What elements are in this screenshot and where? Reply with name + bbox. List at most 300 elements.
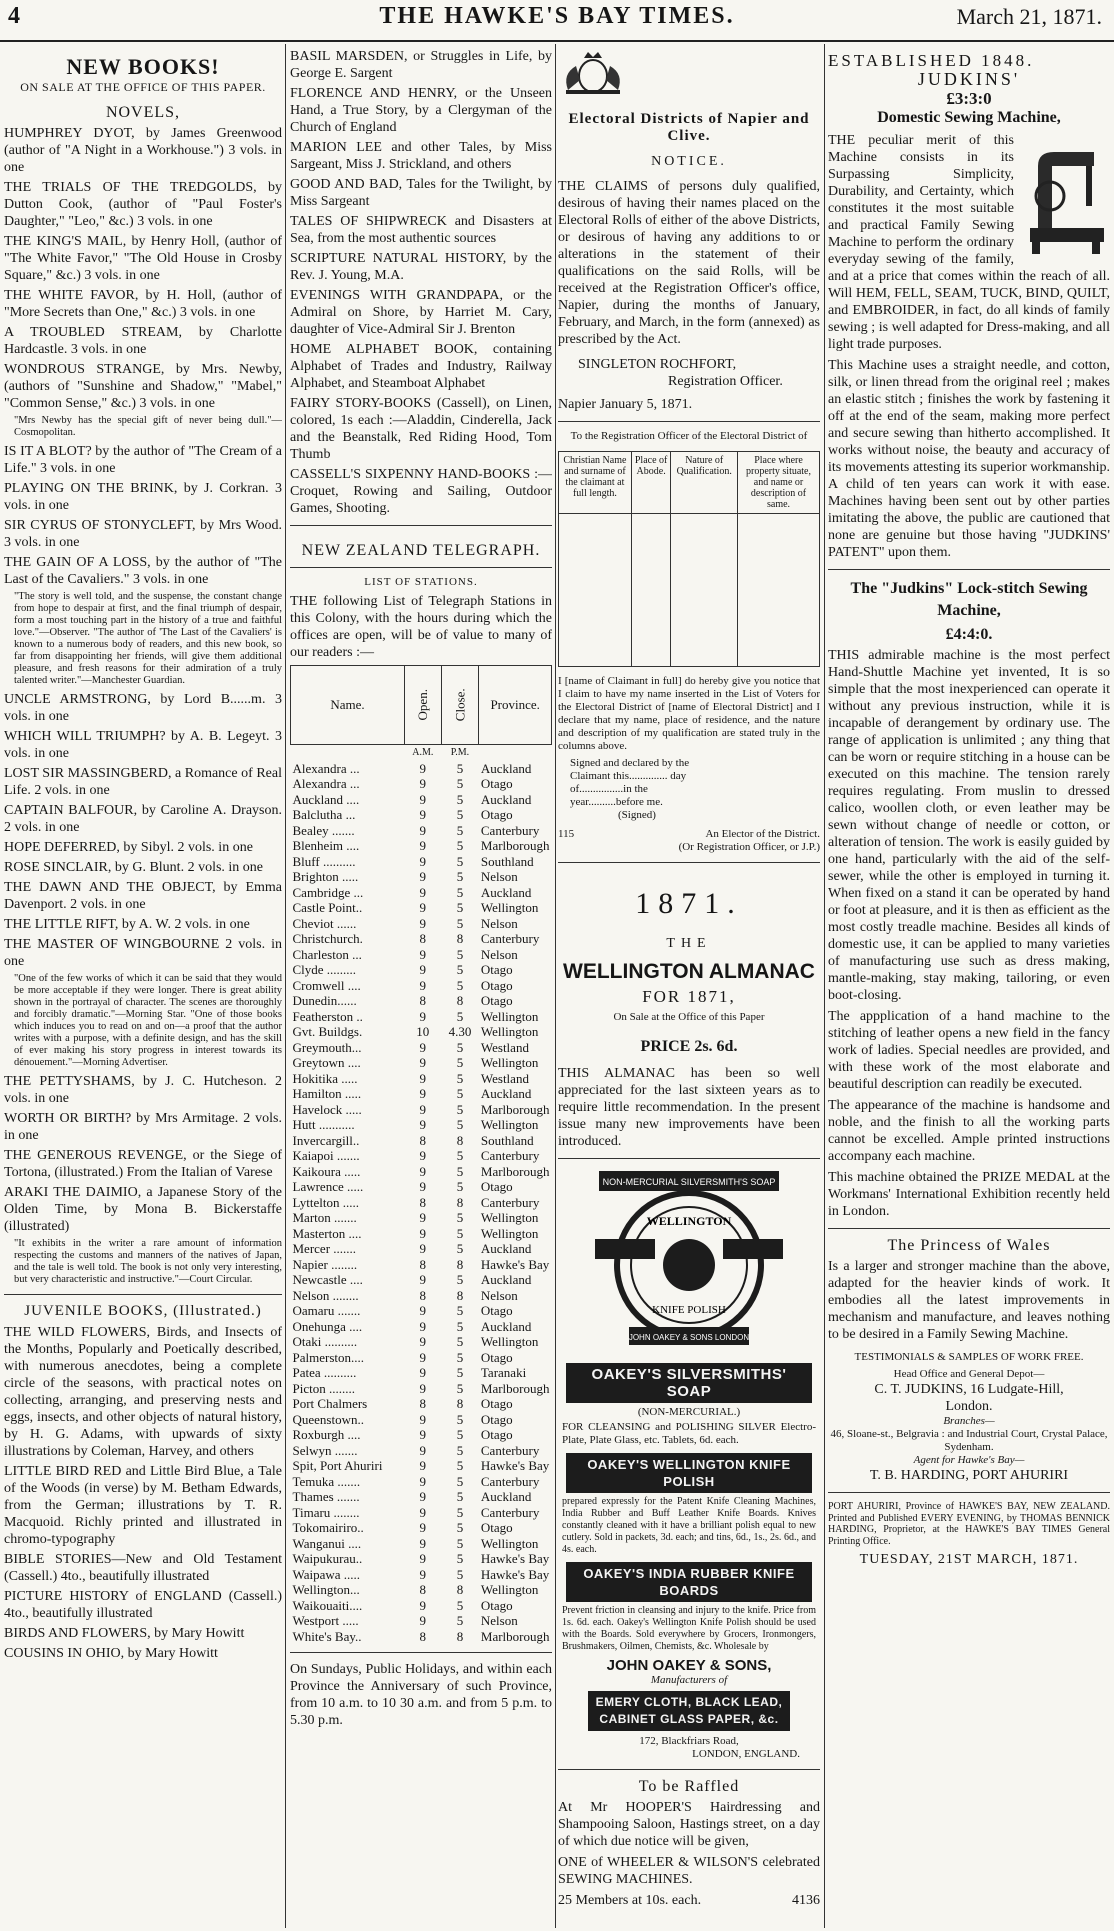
station-province: Otago: [480, 1396, 513, 1411]
station-open: 9: [419, 1365, 427, 1380]
station-row: [291, 1272, 552, 1288]
station-row: [291, 1350, 552, 1366]
divider: [558, 1769, 820, 1770]
raffle-item: ONE of WHEELER & WILSON'S celebrated SEWING MACHINES.: [558, 1855, 820, 1887]
station-row: [291, 1536, 552, 1552]
station-name: Greytown ....: [292, 1055, 361, 1070]
station-province: Auckland: [480, 884, 532, 900]
station-name: Onehunga ....: [292, 1318, 363, 1334]
units-row: [291, 745, 552, 761]
station-open: 9: [419, 1613, 427, 1628]
judkins-text: THE peculiar merit of this Machine consists in its Surpassing Simplicity, Durability, and Certainty, which constitutes it the most suitable and practical Family Sewing Machine to perform the ordinary everyday sewing of the family, and at a price that comes within the reach of all. Will HEM, FELL, SEAM, TUCK, BIND, QUILT, and EMBROIDER, in fact, do all kinds of family sewing ; is well adapted for Dress-making, and all light trade purposes.: [828, 133, 1110, 352]
station-province: Wellington: [480, 1225, 539, 1241]
divider: [290, 1652, 552, 1653]
oakey-knife-banner: OAKEY'S WELLINGTON KNIFE POLISH: [566, 1453, 812, 1493]
station-province: Hawke's Bay: [480, 1551, 550, 1566]
station-name: Alexandra ...: [292, 776, 360, 791]
station-open: 9: [419, 822, 427, 838]
lock-stitch-text-3: The appearance of the machine is handsome and noble, and the finish to all the working parts cannot be excelled. Ample printed instructions accompany each machine.: [828, 1098, 1110, 1164]
station-close: 5: [456, 1535, 464, 1551]
novels-heading: NOVELS,: [105, 104, 181, 121]
station-row: [291, 1195, 552, 1211]
station-open: 9: [419, 977, 427, 993]
lock-stitch-price: £4:4:0.: [945, 626, 993, 643]
station-row: [291, 1179, 552, 1195]
station-province: Auckland: [480, 1241, 532, 1256]
juvenile-entry: BIBLE STORIES—New and Old Testament (Cassell.) 4to., beautifully illustrated: [4, 1552, 282, 1584]
station-province: Wellington: [480, 1008, 539, 1024]
station-province: Wellington: [480, 1582, 539, 1597]
station-close: 5: [456, 838, 464, 853]
station-name: Napier ........: [292, 1256, 358, 1272]
novel-entry: THE GAIN OF A LOSS, by the author of "The Last of the Cavaliers." 3 vols. in one: [4, 555, 282, 587]
station-name: Waipawa .....: [292, 1566, 361, 1582]
book-entry: FLORENCE AND HENRY, or the Unseen Hand, a True Story, by a Clergyman of the Church of England: [290, 86, 552, 135]
form-col-qualification: Nature of Qualification.: [671, 452, 738, 514]
station-name: Lawrence .....: [292, 1179, 364, 1194]
juvenile-entry: THE WILD FLOWERS, Birds, and Insects of the Months, Popularly and Poetically described, with numerous anecdotes, being a complete circle of the seasons, with practical notes on collecting, arranging, and preserving nests and eggs, insects, and other objects of natural history, by H. G. Adams, with upwards of sixty illustrations by Coleman, Harvey, and others: [4, 1325, 282, 1459]
station-province: Canterbury: [480, 1148, 540, 1163]
station-row: [291, 1288, 552, 1304]
station-row: [291, 1567, 552, 1583]
station-row: [291, 1102, 552, 1118]
station-province: Wellington: [480, 1334, 539, 1349]
sewing-machine-icon: [1020, 136, 1110, 256]
station-name: Hutt ...........: [292, 1117, 355, 1132]
judkins-title: JUDKINS': [917, 69, 1021, 89]
station-name: Wellington...: [292, 1582, 360, 1597]
station-open: 9: [419, 884, 427, 900]
agent: T. B. HARDING, PORT AHURIRI: [869, 1468, 1069, 1483]
station-province: Wellington: [480, 1055, 539, 1070]
notice-text: THE CLAIMS of persons duly qualified, desirous of having their names placed on the Electoral Rolls of either of the above Districts, or desirous of having any additions to or alterations in the statement of their qualifications on the said Rolls, will be received at the Registration Officer's office, Napier, during the months of January, February, and March, in the form (annexed) as prescribed by the Act.: [558, 179, 820, 347]
station-province: Hawke's Bay: [480, 1256, 550, 1272]
svg-text:KNIFE POLISH: KNIFE POLISH: [652, 1304, 726, 1316]
station-open: 9: [419, 1055, 427, 1070]
oakey-boards-banner: OAKEY'S INDIA RUBBER KNIFE BOARDS: [566, 1562, 812, 1602]
head-office-label: Head Office and General Depot—: [893, 1368, 1045, 1380]
oakey-boards-text: Prevent friction in cleansing and injury to the knife. Price from 1s. 6d. each. Oakey's Wellington Knife Polish should be used with the Boards. Sold everywhere by Grocers, Ironmongers, Brushmakers, Oilmen, Chemists, &c. Wholesale by: [562, 1605, 816, 1652]
station-open: 9: [419, 962, 427, 977]
station-province: Otago: [480, 1597, 513, 1613]
oakey-soap-banner: OAKEY'S SILVERSMITHS' SOAP: [566, 1363, 812, 1403]
station-province: Canterbury: [480, 1473, 540, 1489]
station-province: Westland: [480, 1039, 529, 1055]
book-entry: TALES OF SHIPWRECK and Disasters at Sea, from the most authentic sources: [290, 214, 552, 246]
station-province: Auckland: [480, 760, 532, 776]
divider: [558, 666, 820, 667]
station-name: Gvt. Buildgs.: [292, 1024, 363, 1039]
station-close: 5: [456, 1055, 464, 1070]
imprint-date: TUESDAY, 21ST MARCH, 1871.: [859, 1552, 1079, 1567]
station-row: [291, 1133, 552, 1149]
column-rule: [285, 44, 286, 1928]
station-close: 5: [456, 1101, 464, 1117]
established-line: ESTABLISHED 1848.: [828, 51, 1035, 70]
station-name: Invercargill..: [292, 1132, 360, 1148]
page-number: 4: [8, 3, 20, 29]
almanac-price: PRICE 2s. 6d.: [640, 1038, 738, 1055]
station-row: [291, 1613, 552, 1629]
station-close: 5: [456, 1117, 464, 1132]
oakey-soap-text: FOR CLEANSING and POLISHING SILVER Electro-Plate, Plate Glass, etc. Tablets, 6d. each.: [562, 1421, 816, 1446]
station-row: [291, 807, 552, 823]
station-name: Alexandra ...: [292, 760, 360, 776]
station-row: [291, 1443, 552, 1459]
book-entry: GOOD AND BAD, Tales for the Twilight, by Miss Sargeant: [290, 177, 552, 209]
station-province: Nelson: [480, 1613, 518, 1628]
station-province: Otago: [480, 977, 513, 993]
novel-entry: HUMPHREY DYOT, by James Greenwood (author of "A Night in a Workhouse.") 3 vols. in one: [4, 126, 282, 175]
station-open: 9: [419, 1411, 427, 1427]
station-close: 5: [456, 1163, 464, 1179]
station-province: Otago: [480, 962, 513, 977]
head-office-address: C. T. JUDKINS, 16 Ludgate-Hill,: [874, 1382, 1064, 1397]
column-rule: [824, 44, 825, 1928]
station-name: Westport .....: [292, 1613, 359, 1628]
station-row: [291, 776, 552, 792]
novel-entry: THE DAWN AND THE OBJECT, by Emma Davenport. 2 vols. in one: [4, 880, 282, 912]
station-row: [291, 1474, 552, 1490]
station-name: Featherston ..: [292, 1008, 363, 1024]
station-name: Kaiapoi .......: [292, 1148, 360, 1163]
station-row: [291, 1009, 552, 1025]
divider: [558, 862, 820, 863]
station-close: 5: [456, 1148, 464, 1163]
station-name: Cheviot ......: [292, 915, 357, 931]
elector-line: [558, 828, 820, 854]
station-close: 5: [456, 884, 464, 900]
station-row: [291, 1505, 552, 1521]
station-province: Wellington: [480, 900, 539, 915]
raffle-text: At Mr HOOPER'S Hairdressing and Shampooing Saloon, Hastings street, on a day of which due notice will be given,: [558, 1800, 820, 1849]
station-province: Otago: [480, 1520, 513, 1535]
station-name: Timaru ........: [292, 1504, 360, 1520]
station-row: [291, 1396, 552, 1412]
novel-entry: LOST SIR MASSINGBERD, a Romance of Real Life. 2 vols. in one: [4, 766, 282, 798]
novel-entry: THE KING'S MAIL, by Henry Holl, (author of "The White Favor," "The Old House in Crosby Square," &c.) 3 vols. in one: [4, 234, 282, 283]
station-open: 9: [419, 1117, 427, 1132]
almanac-for: FOR 1871,: [642, 987, 736, 1006]
station-close: 5: [456, 1427, 464, 1442]
form-addressee: To the Registration Officer of the Electoral District of: [570, 430, 808, 442]
station-name: Otaki ..........: [292, 1334, 358, 1349]
princess-of-wales-text: Is a larger and stronger machine than the above, adapted for the heavier kinds of work. It embodies all the latest improvements in mechanism and manufacture, and leaves nothing to be desired in a Family Sewing Machine.: [828, 1259, 1110, 1342]
royal-crest-icon: [558, 50, 628, 96]
station-row: [291, 1381, 552, 1397]
station-close: 5: [456, 1210, 464, 1225]
station-name: Christchurch.: [292, 931, 363, 946]
station-open: 9: [419, 1272, 427, 1287]
station-close: 5: [456, 1334, 464, 1349]
station-open: 8: [419, 1256, 427, 1272]
station-name: Thames .......: [292, 1489, 360, 1504]
station-province: Nelson: [480, 1287, 518, 1303]
new-books-heading: NEW BOOKS!: [66, 54, 220, 79]
novel-entry: SIR CYRUS OF STONYCLEFT, by Mrs Wood. 3 vols. in one: [4, 518, 282, 550]
station-province: Otago: [480, 776, 513, 791]
almanac-text: THIS ALMANAC has been so well appreciated for the last sixteen years as to require little recommendation. In the present issue many new improvements have been introduced.: [558, 1066, 820, 1149]
divider: [828, 569, 1110, 570]
branches: 46, Sloane-st., Belgravia : and Industrial Court, Crystal Palace, Sydenham.: [830, 1428, 1108, 1453]
book-entry: EVENINGS WITH GRANDPAPA, or the Admiral on Shore, by Harriet M. Cary, daughter of Vice-Admiral Sir J. Brenton: [290, 288, 552, 337]
station-close: 5: [456, 1380, 464, 1396]
station-row: [291, 1365, 552, 1381]
station-province: Otago: [480, 1349, 513, 1365]
book-entry: MARION LEE and other Tales, by Miss Sargeant, Miss J. Strickland, and others: [290, 140, 552, 172]
station-row: [291, 916, 552, 932]
station-province: Marlborough: [480, 1101, 550, 1117]
station-name: Marton .......: [292, 1210, 357, 1225]
station-name: Newcastle ....: [292, 1272, 363, 1287]
station-open: 9: [419, 1473, 427, 1489]
station-province: Marlborough: [480, 1163, 550, 1179]
juvenile-entry: LITTLE BIRD RED and Little Bird Blue, a Tale of the Woods (in verse) by M. Betham Edwards, from the German; illustrations by T. R. Macquoid. Richly printed and illustrated in chromo-typography: [4, 1464, 282, 1547]
station-name: Palmerston....: [292, 1349, 364, 1365]
oakey-city: LONDON, ENGLAND.: [692, 1748, 800, 1760]
svg-text:NON-MERCURIAL SILVERSMITH'S SO: NON-MERCURIAL SILVERSMITH'S SOAP: [602, 1177, 776, 1187]
novel-entry-review: "It exhibits in the writer a rare amount of information respecting the customs and manners of the natives of Japan, and the tale is well told. The book is not only very interesting, but very characteristic and instructive."—Court Circular.: [14, 1238, 282, 1285]
col-close-header: Close.: [441, 666, 479, 745]
station-row: [291, 962, 552, 978]
station-close: 5: [456, 1241, 464, 1256]
station-province: Canterbury: [480, 822, 540, 838]
station-close: 5: [456, 900, 464, 915]
raffle-heading: To be Raffled: [638, 1778, 740, 1795]
station-open: 9: [419, 1489, 427, 1504]
station-close: 5: [456, 1008, 464, 1024]
station-province: Otago: [480, 807, 513, 822]
station-close: 5: [456, 1179, 464, 1194]
raffle-members: 25 Members at 10s. each.: [558, 1893, 702, 1908]
station-name: Mercer .......: [292, 1241, 357, 1256]
station-open: 9: [419, 900, 427, 915]
svg-text:JOHN OAKEY & SONS LONDON: JOHN OAKEY & SONS LONDON: [628, 1333, 750, 1342]
elector-sub: (Or Registration Officer, or J.P.): [678, 841, 820, 853]
station-row: [291, 1055, 552, 1071]
station-province: Marlborough: [480, 1380, 550, 1396]
station-open: 9: [419, 1179, 427, 1194]
station-province: Otago: [480, 993, 513, 1008]
almanac-the: THE: [666, 936, 712, 951]
station-province: Otago: [480, 1427, 513, 1442]
station-name: Auckland ....: [292, 791, 360, 807]
station-row: [291, 1164, 552, 1180]
novel-entry-review: "The story is well told, and the suspense, the constant change from hope to despair at first, and the final triumph of despair, form a most touching part in the history of a true and faithful love."—Observer. "The author of 'The Last of the Cavaliers' is known to a numerous body of readers, and this new book, so far from disappointing her friends, will give them additional pleasure, and fresh reasons for their admiration of a truly talented writer."—Manchester Guardian.: [14, 591, 282, 686]
station-province: Hawke's Bay: [480, 1566, 550, 1582]
station-name: Bluff ..........: [292, 853, 356, 869]
station-row: [291, 1412, 552, 1428]
station-name: Masterton ....: [292, 1225, 362, 1241]
telegraph-intro: THE following List of Telegraph Stations in this Colony, with the hours during which the offices are open, will be of value to many of our readers :—: [290, 594, 552, 660]
book-entry: BASIL MARSDEN, or Struggles in Life, by George E. Sargent: [290, 49, 552, 81]
agent-label: Agent for Hawke's Bay—: [913, 1454, 1025, 1466]
new-books-subheading: ON SALE AT THE OFFICE OF THIS PAPER.: [20, 80, 266, 94]
lock-stitch-text-2: The appplication of a hand machine to the stitching of leather opens a new field in the fancy work of ladies. Special needles are provided, and with these work of the most elaborate and beautiful description can readily be executed.: [828, 1009, 1110, 1092]
station-row: [291, 1257, 552, 1273]
unit-am: A.M.: [412, 747, 434, 758]
oakey-soap-sub: (NON-MERCURIAL.): [637, 1406, 741, 1418]
station-open: 9: [419, 1458, 427, 1473]
novel-entry: WHICH WILL TRIUMPH? by A. B. Legeyt. 3 vols. in one: [4, 729, 282, 761]
station-row: [291, 1210, 552, 1226]
novel-entry: THE GENEROUS REVENGE, or the Siege of Tortona, (illustrated.) From the Italian of Varese: [4, 1148, 282, 1180]
station-open: 8: [419, 1628, 427, 1644]
newspaper-title: THE HAWKE'S BAY TIMES.: [379, 3, 735, 29]
station-close: 8: [456, 931, 464, 946]
station-open: 9: [419, 1008, 427, 1024]
station-name: Hamilton .....: [292, 1086, 362, 1101]
station-open: 9: [419, 1101, 427, 1117]
station-row: [291, 792, 552, 808]
station-open: 9: [419, 1225, 427, 1241]
station-close: 5: [456, 807, 464, 822]
novel-entry: HOPE DEFERRED, by Sibyl. 2 vols. in one: [4, 840, 253, 855]
divider: [290, 525, 552, 526]
station-close: 8: [456, 1256, 464, 1272]
station-name: Wanganui ....: [292, 1535, 362, 1551]
station-row: [291, 1303, 552, 1319]
svg-text:WELLINGTON: WELLINGTON: [646, 1214, 732, 1228]
station-row: [291, 761, 552, 777]
station-open: 8: [419, 1287, 427, 1303]
station-close: 5: [456, 1504, 464, 1520]
station-name: Blenheim ....: [292, 838, 360, 853]
station-row: [291, 993, 552, 1009]
oakey-firm-sub: Manufacturers of: [650, 1674, 728, 1686]
station-row: [291, 1489, 552, 1505]
station-province: Auckland: [480, 791, 532, 807]
signed-label: (Signed): [618, 809, 656, 821]
station-open: 9: [419, 1039, 427, 1055]
lock-stitch-text-4: This machine obtained the PRIZE MEDAL at the Workmans' International Exhibition recently held in London.: [828, 1170, 1110, 1219]
oakey-emery-banner: EMERY CLOTH, BLACK LEAD, CABINET GLASS PAPER, &c.: [588, 1691, 790, 1731]
book-entry: CASSELL'S SIXPENNY HAND-BOOKS :—Croquet, Rowing and Sailing, Outdoor Games, Shooting.: [290, 467, 552, 516]
judkins-text-2: This Machine uses a straight needle, and cotton, silk, or linen thread from the original reel ; makes an elastic stitch ; finishes the work by fastening it off at the end of the seam, making more perfect and secure sewing than hitherto accomplished. It works without noise, the beauty and accuracy of its movements attesting its superior workmanship. A child of ten years can work it with ease. Machines having been sent out by other parties imitating the above, the public are cautioned that none are genuine but those having "JUDKINS' PATENT" upon them.: [828, 358, 1110, 560]
novel-entry: THE PETTYSHAMS, by J. C. Hutcheson. 2 vols. in one: [4, 1074, 282, 1106]
divider: [558, 1158, 820, 1159]
station-name: Kaikoura .....: [292, 1163, 361, 1179]
station-open: 9: [419, 1303, 427, 1318]
station-close: 5: [456, 791, 464, 807]
station-close: 5: [456, 1597, 464, 1613]
station-name: Havelock .....: [292, 1101, 362, 1117]
stations-table: [290, 665, 552, 1644]
form-col-property: Place where property situate, and name or description of same.: [738, 452, 820, 514]
station-open: 9: [419, 869, 427, 884]
station-name: Nelson ........: [292, 1287, 359, 1303]
station-open: 9: [419, 1334, 427, 1349]
station-row: [291, 823, 552, 839]
station-province: Auckland: [480, 1318, 532, 1334]
station-open: 9: [419, 1535, 427, 1551]
novel-entry: ARAKI THE DAIMIO, a Japanese Story of the Olden Time, by Mona B. Bickerstaffe (illustrated): [4, 1185, 282, 1234]
station-province: Westland: [480, 1070, 529, 1086]
novel-entry: UNCLE ARMSTRONG, by Lord B......m. 3 vols. in one: [4, 692, 282, 724]
station-close: 5: [456, 962, 464, 977]
novels-list: [4, 125, 282, 1286]
station-open: 9: [419, 946, 427, 962]
station-close: 5: [456, 1411, 464, 1427]
station-close: 5: [456, 1365, 464, 1380]
station-row: [291, 947, 552, 963]
station-close: 5: [456, 1551, 464, 1566]
station-name: Queenstown..: [292, 1411, 364, 1427]
station-open: 9: [419, 1427, 427, 1442]
station-open: 9: [419, 1086, 427, 1101]
station-name: Roxburgh ....: [292, 1427, 361, 1442]
station-open: 9: [419, 1163, 427, 1179]
novel-entry: WONDROUS STRANGE, by Mrs. Newby, (authors of "Sunshine and Shadow," "Mabel," "Common Sense," &c.) 3 vols. in one: [4, 362, 282, 411]
station-province: Otago: [480, 1303, 513, 1318]
station-row: [291, 869, 552, 885]
station-open: 9: [419, 791, 427, 807]
issue-date: March 21, 1871.: [956, 4, 1102, 29]
station-row: [291, 1071, 552, 1087]
novel-entry: IS IT A BLOT? by the author of "The Cream of a Life." 3 vols. in one: [4, 444, 282, 476]
station-province: Taranaki: [480, 1365, 527, 1380]
station-name: Waikouaiti....: [292, 1597, 363, 1613]
station-open: 8: [419, 993, 427, 1008]
elector-text: An Elector of the District.: [705, 828, 820, 840]
divider: [290, 567, 552, 568]
station-name: Spit, Port Ahuriri: [292, 1458, 383, 1473]
station-open: 9: [419, 1241, 427, 1256]
station-open: 9: [419, 1504, 427, 1520]
oakey-firm: JOHN OAKEY & SONS,: [606, 1657, 772, 1674]
princess-of-wales-title: The Princess of Wales: [887, 1237, 1051, 1254]
station-name: Cromwell ....: [292, 977, 361, 993]
station-row: [291, 1319, 552, 1335]
novel-entry: ROSE SINCLAIR, by G. Blunt. 2 vols. in one: [4, 860, 264, 875]
station-row: [291, 931, 552, 947]
station-close: 5: [456, 1070, 464, 1086]
juvenile-list: [4, 1324, 282, 1662]
station-close: 5: [456, 1225, 464, 1241]
station-row: [291, 1629, 552, 1645]
station-close: 5: [456, 1458, 464, 1473]
column-telegraph: [290, 46, 552, 1926]
station-open: 8: [419, 931, 427, 946]
station-row: [291, 1520, 552, 1536]
oakey-address: 172, Blackfriars Road,: [639, 1735, 739, 1747]
station-close: 5: [456, 1442, 464, 1458]
juvenile-heading: JUVENILE BOOKS, (Illustrated.): [24, 1303, 262, 1319]
station-row: [291, 1551, 552, 1567]
station-close: 5: [456, 1489, 464, 1504]
station-open: 9: [419, 776, 427, 791]
novel-entry: WORTH OR BIRTH? by Mrs Armitage. 2 vols. in one: [4, 1111, 282, 1143]
juvenile-entry: BIRDS AND FLOWERS, by Mary Howitt: [4, 1626, 245, 1641]
station-row: [291, 978, 552, 994]
station-province: Marlborough: [480, 1628, 550, 1644]
station-name: Cambridge ...: [292, 884, 364, 900]
station-open: 9: [419, 760, 427, 776]
station-row: [291, 1040, 552, 1056]
station-open: 9: [419, 1442, 427, 1458]
station-province: Wellington: [480, 1024, 539, 1039]
station-open: 8: [419, 1582, 427, 1597]
station-open: 9: [419, 853, 427, 869]
almanac-title: WELLINGTON ALMANAC: [563, 960, 815, 983]
electoral-heading: Electoral Districts of Napier and Clive.: [568, 111, 810, 144]
notice-label: NOTICE.: [651, 154, 727, 169]
station-open: 9: [419, 807, 427, 822]
station-close: 5: [456, 1566, 464, 1582]
almanac-sale: On Sale at the Office of this Paper: [613, 1011, 765, 1023]
station-province: Otago: [480, 1179, 513, 1194]
station-province: Nelson: [480, 946, 518, 962]
